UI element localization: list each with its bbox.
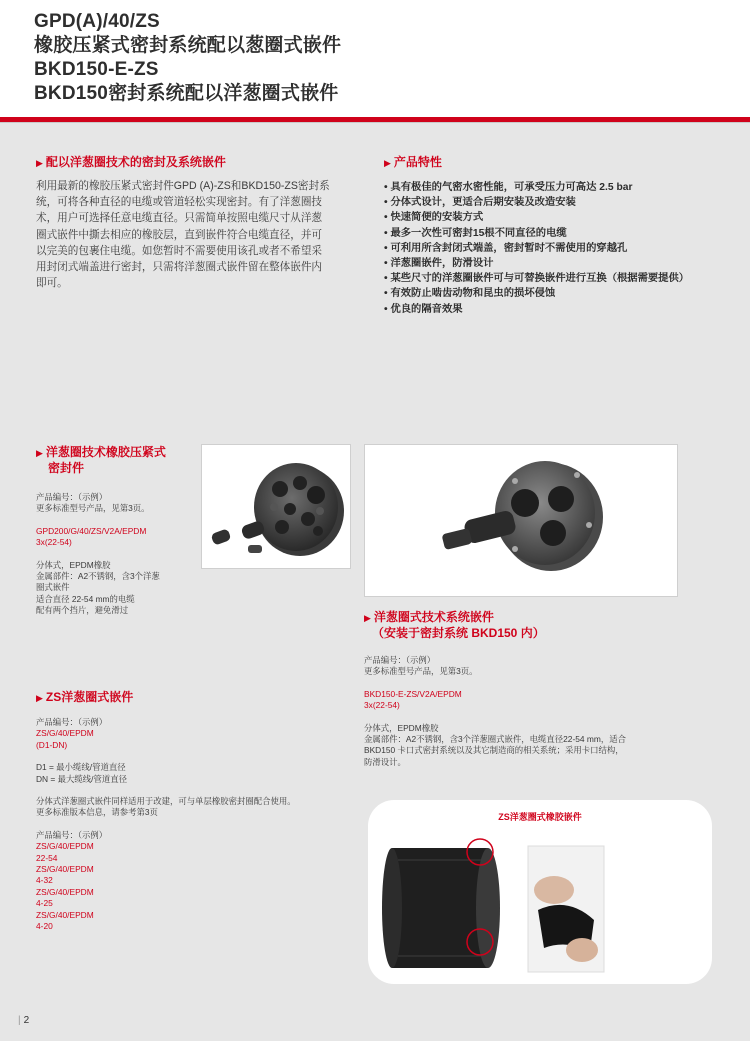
zs-heading	[36, 690, 133, 706]
features-list	[384, 180, 704, 317]
title-line-4: BKD150密封系统配以洋葱圈式嵌件	[34, 83, 339, 104]
zs-product-range: (D1-DN)	[36, 739, 68, 750]
zs-insert-photo-box	[368, 800, 712, 984]
bkd-insert-illustration	[365, 445, 677, 596]
zs-code-range: 4-25	[36, 898, 53, 909]
page-number-separator: |	[18, 1015, 21, 1026]
zs-title: ZS洋葱圈式嵌件	[45, 690, 134, 704]
zs-product-code: ZS/G/40/EPDM	[36, 728, 94, 739]
gpd-product-range: 3x(22-54)	[36, 537, 72, 548]
gpd-more-note: 更多标准型号产品，见第3页。	[36, 503, 150, 514]
bkd-desc-line: 防滑设计。	[364, 756, 406, 767]
bkd-product-no-label: 产品编号：（示例）	[364, 655, 436, 665]
gpd-desc-line: 金属部件：A2不锈钢，含3个洋葱	[36, 571, 160, 582]
gpd-product-no-label: 产品编号：（示例）	[36, 492, 108, 502]
gpd-desc-line: 配有两个挡片，避免滑过	[36, 605, 129, 616]
triangle-bullet-icon: ▶	[36, 158, 43, 168]
title-line-2: 橡胶压紧式密封系统配以葱圈式嵌件	[34, 35, 342, 56]
feature-item: • 某些尺寸的洋葱圈嵌件可与可替换嵌件进行互换（根据需要提供）	[384, 273, 690, 285]
intro-paragraph	[36, 178, 356, 291]
zs-code-range: 4-32	[36, 875, 53, 886]
bkd-title: 洋葱圈式技术系统嵌件	[373, 610, 494, 624]
bkd-product-range: 3x(22-54)	[364, 700, 400, 711]
zs-details	[36, 717, 346, 944]
feature-item: • 具有极佳的气密水密性能，可承受压力可高达 2.5 bar	[384, 182, 633, 193]
triangle-bullet-icon: ▶	[384, 158, 391, 168]
intro-line: 术，用户可选择任意电缆直径。只需简单按照电缆尺寸从洋葱	[36, 212, 323, 225]
gpd-desc-line: 分体式，EPDM橡胶	[36, 559, 111, 570]
bkd-product-code: BKD150-E-ZS/V2A/EPDM	[364, 688, 462, 699]
page-title	[34, 10, 341, 106]
bkd-desc-line: BKD150 卡口式密封系统以及其它制造商的相关系统；采用卡口结构，	[364, 745, 624, 756]
intro-line: 圈式嵌件中撕去相应的橡胶层，直到嵌件符合电缆直径，并可	[36, 228, 323, 241]
feature-item: • 最多一次性可密封15根不同直径的电缆	[384, 227, 567, 239]
intro-line: 利用最新的橡胶压紧式密封件GPD (A)-ZS和BKD150-ZS密封系	[36, 180, 330, 192]
features-title: 产品特性	[393, 155, 442, 169]
zs-code: ZS/G/40/EPDM	[36, 909, 94, 920]
triangle-bullet-icon: ▶	[36, 448, 43, 458]
bkd-heading	[364, 610, 684, 641]
zs-dn-definition: DN = 最大缆线/管道直径	[36, 773, 127, 784]
feature-item: • 有效防止啮齿动物和昆虫的损坏侵蚀	[384, 288, 556, 300]
page-number	[18, 1015, 29, 1026]
gpd-desc-line: 适合直径 22-54 mm的电缆	[36, 593, 135, 604]
gpd-details	[36, 492, 201, 628]
gpd-title-line2: 密封件	[48, 461, 85, 475]
bkd-desc-line: 分体式，EPDM橡胶	[364, 722, 439, 733]
divider-line	[0, 122, 750, 123]
page-number-value: 2	[23, 1015, 30, 1026]
bkd-more-note: 更多标准型号产品，见第3页。	[364, 666, 478, 677]
feature-item: • 快速简便的安装方式	[384, 212, 484, 224]
zs-product-no-label-2: 产品编号：（示例）	[36, 829, 108, 840]
gpd-product-code: GPD200/G/40/ZS/V2A/EPDM	[36, 525, 147, 536]
title-line-1: GPD(A)/40/ZS	[34, 11, 160, 32]
zs-product-no-label: 产品编号：（示例）	[36, 717, 108, 727]
zs-insert-photos	[368, 800, 712, 984]
feature-item: • 可利用所含封闭式端盖，密封暂时不需使用的穿越孔	[384, 242, 628, 254]
gpd-title: 洋葱圈技术橡胶压紧式	[45, 445, 166, 459]
feature-item: • 洋葱圈嵌件，防滑设计	[384, 258, 494, 270]
intro-line: 以完美的包裹住电缆。如您暂时不需要使用该孔或者不希望采	[36, 244, 323, 257]
bkd-desc-line: 金属部件：A2不锈钢，含3个洋葱圈式嵌件，电缆直径22-54 mm，适合	[364, 734, 626, 745]
title-line-3: BKD150-E-ZS	[34, 59, 159, 80]
zs-code: ZS/G/40/EPDM	[36, 864, 94, 875]
gpd-seal-illustration	[202, 445, 350, 568]
zs-code: ZS/G/40/EPDM	[36, 841, 94, 852]
zs-code-range: 4-20	[36, 921, 53, 932]
intro-line: 统，可将各种直径的电缆或管道轻松实现密封。有了洋葱圈技	[36, 196, 323, 209]
gpd-heading	[36, 445, 196, 476]
intro-line: 用封闭式端盖进行密封，只需将洋葱圈式嵌件留在整体嵌件内	[36, 261, 323, 274]
bkd-product-image	[364, 444, 678, 597]
gpd-product-image	[201, 444, 351, 569]
features-heading	[384, 155, 442, 171]
zs-d1-definition: D1 = 最小缆线/管道直径	[36, 762, 126, 773]
intro-heading	[36, 155, 226, 171]
gpd-desc-line: 圈式嵌件	[36, 582, 70, 593]
zs-desc-line: 更多标准版本信息，请参考第3页	[36, 807, 158, 818]
bkd-details	[364, 655, 694, 779]
feature-item: • 分体式设计，更适合后期安装及改造安装	[384, 197, 576, 209]
zs-code: ZS/G/40/EPDM	[36, 886, 94, 897]
photo-box-title: ZS洋葱圈式橡胶嵌件	[498, 812, 582, 822]
triangle-bullet-icon: ▶	[364, 613, 371, 623]
intro-line: 即可。	[36, 277, 68, 290]
feature-item: • 优良的隔音效果	[384, 303, 463, 315]
zs-code-range: 22-54	[36, 852, 58, 863]
header-area	[0, 0, 750, 117]
intro-title: 配以洋葱圈技术的密封及系统嵌件	[45, 155, 226, 169]
triangle-bullet-icon: ▶	[36, 693, 43, 703]
zs-desc-line: 分体式洋葱圈式嵌件同样适用于改建，可与单层橡胶密封圈配合使用。	[36, 796, 296, 807]
bkd-title-line2: （安装于密封系统 BKD150 内）	[372, 626, 545, 640]
